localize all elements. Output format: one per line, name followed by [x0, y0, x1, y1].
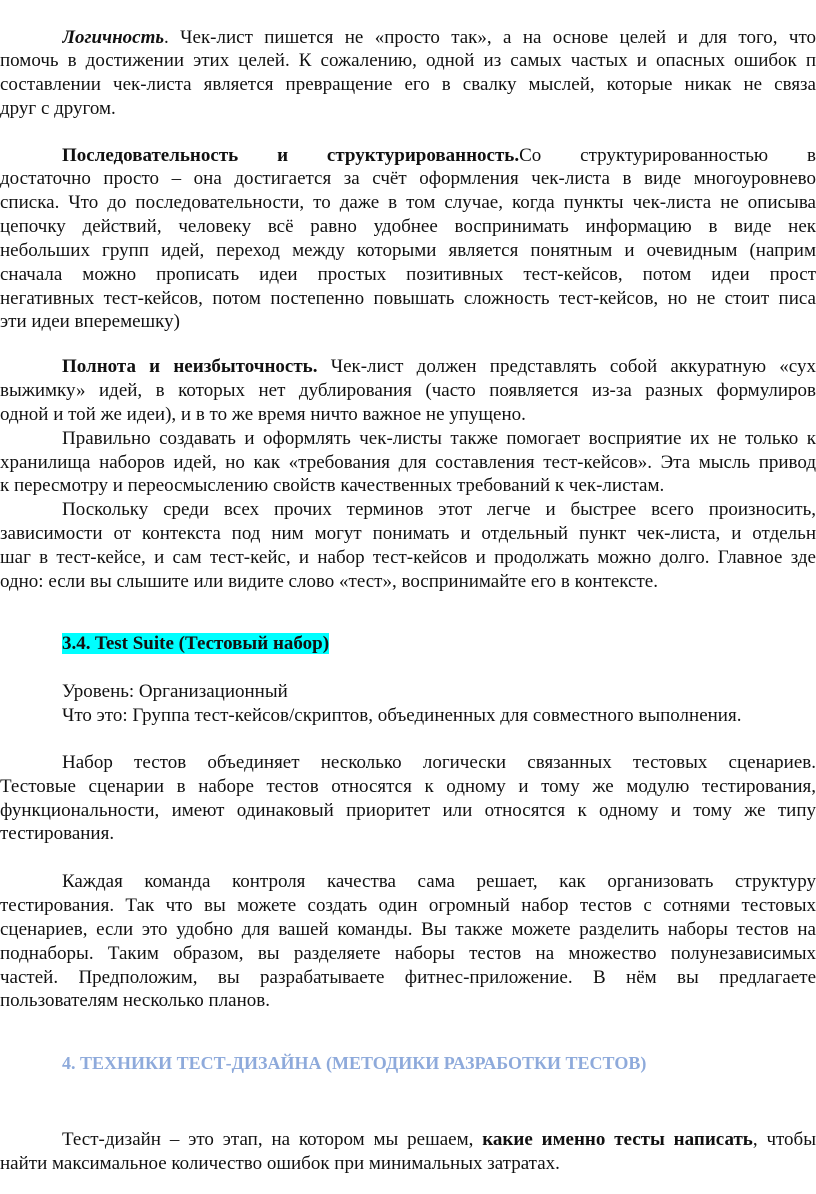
- p3-line-3: одной и той же идеи), и в то же время ничто важное не упущено.: [0, 404, 526, 425]
- section-4-heading: 4. ТЕХНИКИ ТЕСТ-ДИЗАЙНА (МЕТОДИКИ РАЗРАБОТКИ ТЕСТОВ): [62, 1053, 647, 1073]
- p5-line-3: шаг в тест-кейсе, и сам тест-кейс, и набор тест-кейсов и продолжать можно долго. Главное зде: [0, 547, 816, 568]
- p7-line-4: поднаборы. Таким образом, вы разделяете наборы тестов на множество полунезависимых: [0, 943, 816, 964]
- p2-line-6: сначала можно прописать идеи простых позитивных тест-кейсов, потом идеи прост: [0, 264, 816, 285]
- p6-line-4: тестирования.: [0, 823, 115, 844]
- p2-line-4: цепочку действий, человеку всё равно удобнее воспринимать информацию в виде нек: [0, 216, 816, 237]
- p5-line-1: Поскольку среди всех прочих терминов этот легче и быстрее всего произносить,: [62, 499, 816, 520]
- p2-line-3: списка. Что до последовательности, то даже в том случае, когда пункты чек-листа не описыва: [0, 192, 816, 213]
- p7-line-5: частей. Предположим, вы разрабатываете фитнес-приложение. В нём вы предлагаете: [0, 967, 816, 988]
- what-line: Что это: Группа тест-кейсов/скриптов, объединенных для совместного выполнения.: [62, 705, 742, 726]
- p1-line-4: друг с другом.: [0, 98, 116, 119]
- p7-line-3: сценариев, если это удобно для вашей команды. Вы также можете разделить наборы тестов на: [0, 919, 816, 940]
- p6-line-3: функциональности, имеют одинаковый приоритет или относятся к одному и тому же типу: [0, 800, 816, 821]
- p6-line-2: Тестовые сценарии в наборе тестов относятся к одному и тому же модулю тестирования,: [0, 776, 816, 797]
- p3-line-2: выжимку» идей, в которых нет дублирования (часто появляется из-за разных формулиров: [0, 380, 816, 401]
- p2-line-8: эти идеи вперемешку): [0, 311, 180, 332]
- p7-line-6: пользователям несколько планов.: [0, 990, 271, 1011]
- p6-line-1: Набор тестов объединяет несколько логически связанных тестовых сценариев.: [62, 752, 816, 773]
- p1-line-2: помочь в достижении этих целей. К сожалению, одной из самых частых и опасных ошибок п: [0, 50, 816, 71]
- p2-line-5: небольших групп идей, переход между которыми является понятным и очевидным (наприм: [0, 240, 816, 261]
- p2-line-1: Последовательность и структурированность.Со структурированностью в: [62, 145, 816, 166]
- p2-line-2: достаточно просто – она достигается за счёт оформления чек-листа в виде многоуровнево: [0, 168, 816, 189]
- term-sequence: Последовательность и структурированность.: [62, 145, 520, 166]
- term-completeness: Полнота и неизбыточность.: [62, 356, 318, 377]
- emphasis-which-tests: какие именно тесты написать: [482, 1129, 753, 1150]
- level-line: Уровень: Организационный: [62, 681, 288, 702]
- p5-line-4: одно: если вы слышите или видите слово «тест», воспринимайте его в контексте.: [0, 571, 658, 592]
- p7-line-1: Каждая команда контроля качества сама решает, как организовать структуру: [62, 871, 816, 892]
- p5-line-2: зависимости от контекста под ним могут понимать и отдельный пункт чек-листа, и отдельн: [0, 523, 816, 544]
- p4-line-1: Правильно создавать и оформлять чек-листы также помогает восприятие их не только к: [62, 428, 816, 449]
- p4-line-2: хранилища наборов идей, но как «требования для составления тест-кейсов». Эта мысль привод: [0, 452, 816, 473]
- p4-line-3: к пересмотру и переосмыслению свойств качественных требований к чек-листам.: [0, 475, 665, 496]
- p8-line-2: найти максимальное количество ошибок при минимальных затратах.: [0, 1153, 560, 1174]
- p1-line-1: Логичность. Чек-лист пишется не «просто так», а на основе целей и для того, что: [62, 27, 816, 48]
- p7-line-2: тестирования. Так что вы можете создать один огромный набор тестов с сотнями тестовых: [0, 895, 816, 916]
- p8-line-1: Тест-дизайн – это этап, на котором мы решаем, какие именно тесты написать, чтобы: [62, 1129, 816, 1150]
- p3-line-1: Полнота и неизбыточность. Чек-лист должен представлять собой аккуратную «сух: [62, 356, 816, 377]
- term-logic: Логичность: [62, 27, 165, 48]
- p1-line-3: составлении чек-листа является превращение его в свалку мыслей, которые никак не связа: [0, 74, 816, 95]
- section-3-4-heading: 3.4. Test Suite (Тестовый набор): [62, 633, 330, 654]
- p2-line-7: негативных тест-кейсов, потом постепенно повышать сложность тест-кейсов, но не стоит писа: [0, 288, 816, 309]
